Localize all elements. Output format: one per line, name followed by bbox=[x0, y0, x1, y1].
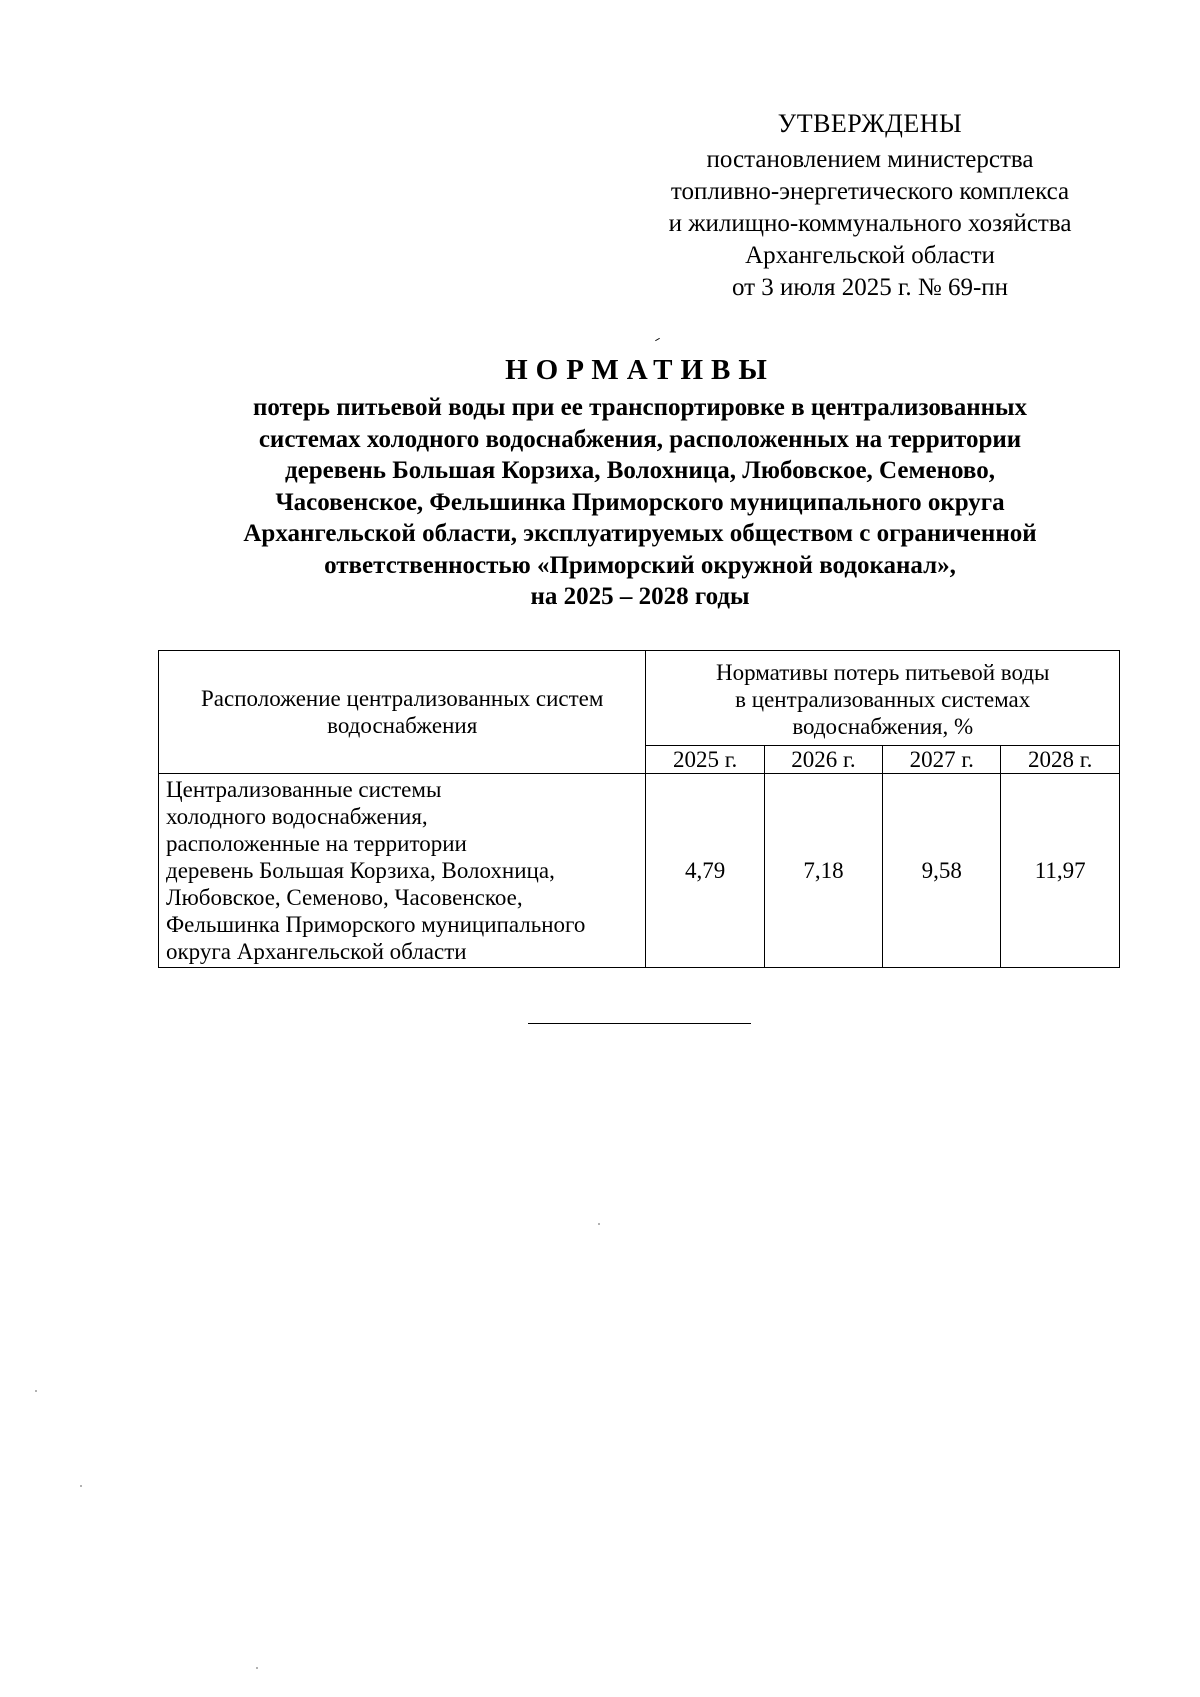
location-line: расположенные на территории bbox=[166, 831, 467, 856]
header-line: водоснабжения bbox=[327, 713, 478, 738]
scan-speck bbox=[598, 1223, 600, 1225]
subtitle-line: Часовенское, Фельшинка Приморского муниципального округа bbox=[275, 488, 1005, 516]
scan-mark bbox=[655, 338, 660, 341]
header-line: Нормативы потерь питьевой воды bbox=[715, 659, 1050, 685]
norms-group-header bbox=[646, 651, 1120, 746]
location-line: Любовское, Семеново, Часовенское, bbox=[166, 885, 523, 910]
approval-line: постановлением министерства bbox=[706, 146, 1034, 173]
location-line: деревень Большая Корзиха, Волохница, bbox=[166, 858, 555, 883]
year-header: 2028 г. bbox=[1001, 746, 1120, 774]
location-column-header bbox=[159, 651, 646, 774]
subtitle-line: на 2025 – 2028 годы bbox=[530, 583, 750, 610]
value-cell-2028: 11,97 bbox=[1001, 774, 1120, 968]
location-line: Фельшинка Приморского муниципального bbox=[166, 912, 586, 937]
table-row bbox=[159, 774, 1120, 968]
year-header: 2026 г. bbox=[764, 746, 882, 774]
approval-date-line: от 3 июля 2025 г. № 69-пн bbox=[731, 274, 1009, 301]
value-cell-2025: 4,79 bbox=[646, 774, 764, 968]
location-line: округа Архангельской области bbox=[166, 939, 467, 964]
value-cell-2026: 7,18 bbox=[764, 774, 882, 968]
location-cell bbox=[159, 774, 646, 968]
header-line: в централизованных системах bbox=[735, 686, 1031, 712]
subtitle-line: Архангельской области, эксплуатируемых обществом с ограниченной bbox=[243, 520, 1037, 547]
year-header: 2027 г. bbox=[883, 746, 1001, 774]
year-header: 2025 г. bbox=[646, 746, 764, 774]
approval-line: топливно-энергетического комплекса bbox=[670, 178, 1070, 205]
subtitle-line: деревень Большая Корзиха, Волохница, Любовское, Семеново, bbox=[284, 457, 995, 484]
value-cell-2027: 9,58 bbox=[883, 774, 1001, 968]
norms-table bbox=[158, 650, 1120, 968]
header-line: водоснабжения, % bbox=[792, 713, 974, 739]
table-header-row bbox=[159, 651, 1120, 746]
header-line: Расположение централизованных систем bbox=[201, 686, 604, 711]
closing-divider bbox=[528, 1023, 751, 1024]
approval-line: Архангельской области bbox=[745, 242, 995, 269]
subtitle-line: ответственностью «Приморский окружной водоканал», bbox=[324, 551, 956, 579]
scan-speck bbox=[80, 1485, 82, 1487]
approval-title: УТВЕРЖДЕНЫ bbox=[777, 109, 963, 138]
approval-line: и жилищно-коммунального хозяйства bbox=[668, 210, 1072, 237]
location-line: холодного водоснабжения, bbox=[166, 804, 428, 829]
document-title: НОРМАТИВЫ bbox=[505, 354, 775, 386]
scan-speck bbox=[256, 1667, 258, 1669]
document-subtitle bbox=[140, 392, 1140, 613]
approval-block bbox=[620, 108, 1120, 304]
subtitle-line: системах холодного водоснабжения, расположенных на территории bbox=[258, 425, 1022, 453]
subtitle-line: потерь питьевой воды при ее транспортировке в централизованных bbox=[252, 394, 1028, 421]
location-line: Централизованные системы bbox=[166, 777, 442, 802]
scan-speck bbox=[35, 1390, 37, 1392]
